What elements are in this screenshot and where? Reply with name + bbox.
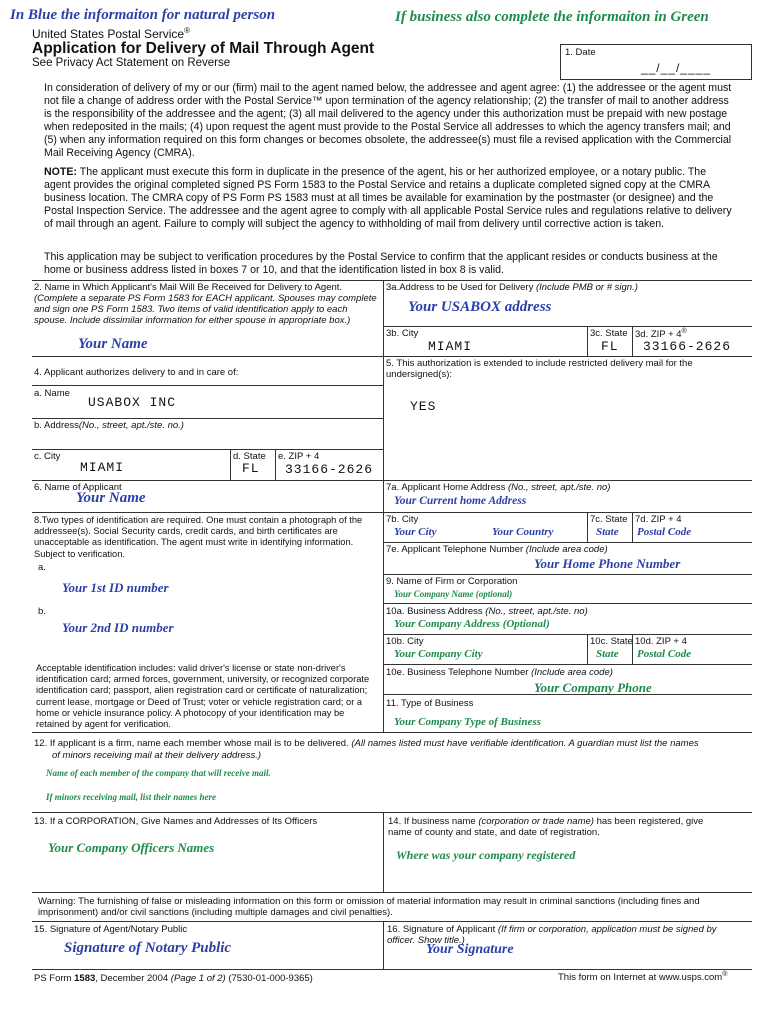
field-2-label: 2. Name in Which Applicant's Mail Will Be Received for Delivery to Agent. (Complete a separate PS Form 1583 for EACH applicant. Spouses may complete and sign one PS Form 1583. Two items of valid identification apply to each spouse. Include dissimilar information for either spouse in appropriate box.) [34,282,377,326]
field-10a-business-address[interactable]: Your Company Address (Optional) [394,618,550,630]
agency-name: United States Postal Service® [32,26,190,41]
field-12-note: of minors receiving mail at their delivery address.) [52,750,262,761]
field-10c-label: 10c. State [590,636,633,647]
field-10b-label: 10b. City [386,636,424,647]
field-7d-label: 7d. ZIP + 4 [635,514,682,525]
grid-line [32,356,752,357]
grid-line [32,449,383,450]
field-8b-id-number[interactable]: Your 2nd ID number [62,620,174,635]
grid-line [32,418,383,419]
field-4c-city[interactable]: MIAMI [80,460,125,475]
field-7d-zip[interactable]: Postal Code [637,526,692,538]
field-7c-state[interactable]: State [596,526,619,538]
field-14-label: 14. If business name (corporation or trade name) has been registered, give name of county and state, and date of registration. [388,816,704,838]
field-2-applicant-name[interactable]: Your Name [78,336,148,352]
field-12-members[interactable]: Name of each member of the company that will receive mail. [46,768,271,778]
field-3a-delivery-address[interactable]: Your USABOX address [408,299,552,315]
field-7b-country[interactable]: Your Country [492,526,554,538]
blue-instruction-note: In Blue the informaiton for natural person [10,7,276,23]
internet-link-text: This form on Internet at www.usps.com® [558,971,728,984]
field-10b-business-city[interactable]: Your Company City [394,648,483,660]
field-3d-label: 3d. ZIP + 4® [635,328,687,341]
field-10e-label: 10e. Business Telephone Number (Include area code) [386,667,613,678]
grid-line [230,449,231,480]
green-instruction-note: If business also complete the informaiton in Green [395,9,709,25]
grid-line [587,634,588,664]
grid-line [383,664,752,665]
field-7e-home-phone[interactable]: Your Home Phone Number [534,556,681,571]
date-field[interactable] [560,44,752,80]
grid-line [32,280,752,281]
grid-line [587,326,588,356]
field-11-label: 11. Type of Business [386,698,474,709]
grid-line [275,449,276,480]
field-10d-label: 10d. ZIP + 4 [635,636,687,647]
field-3c-label: 3c. State [590,328,628,339]
grid-line [383,326,752,327]
field-3b-label: 3b. City [386,328,419,339]
field-4e-zip[interactable]: 33166-2626 [285,462,374,477]
grid-line [383,603,752,604]
field-10e-business-phone[interactable]: Your Company Phone [534,680,652,695]
grid-line [587,512,588,542]
grid-line [383,574,752,575]
field-3b-city[interactable]: MIAMI [428,339,473,354]
field-4e-label: e. ZIP + 4 [278,451,320,462]
field-4a-label: a. Name [34,388,70,399]
field-4d-state[interactable]: FL [242,461,260,476]
field-10c-business-state[interactable]: State [596,648,619,660]
date-value: __/__/____ [640,61,711,75]
field-8-label: 8.Two types of identification are required. One must contain a photograph of the addressee(s). Social Security cards, credit cards, and birth certificates are unacceptable as identification. The agent must write in identifying information. Subject to verification. [34,515,363,559]
grid-line [32,892,752,893]
field-7a-home-address[interactable]: Your Current home Address [394,495,527,507]
field-8b-label: b. [38,606,46,617]
grid-line [32,480,752,481]
grid-line [32,385,383,386]
grid-line [32,969,752,970]
grid-line [32,512,752,513]
field-13-officers[interactable]: Your Company Officers Names [48,840,215,855]
acceptable-id-text: Acceptable identification includes: valid driver's license or state non-driver's identification card; armed forces, government, university, or recognized corporate identification card; passport, alien registration card or certificate of naturalization; current lease, mortgage or Deed of Trust; voter or vehicle registration card; or a home or vehicle insurance policy. A photocopy of your identification may be retained by agent for verification. [36,663,370,730]
grid-line [32,732,752,733]
field-15-label: 15. Signature of Agent/Notary Public [34,924,188,935]
field-3a-label: 3a.Address to be Used for Delivery (Include PMB or # sign.) [386,282,638,293]
field-3d-zip[interactable]: 33166-2626 [643,339,732,354]
field-7b-label: 7b. City [386,514,419,525]
field-4d-label: d. State [233,451,266,462]
field-10a-label: 10a. Business Address (No., street, apt./ste. no) [386,606,588,617]
field-7a-label: 7a. Applicant Home Address (No., street, apt./ste. no) [386,482,611,493]
date-label: 1. Date [565,47,596,58]
field-11-business-type[interactable]: Your Company Type of Business [394,716,541,728]
field-7b-city[interactable]: Your City [394,526,437,538]
verification-paragraph: This application may be subject to verification procedures by the Postal Service to confirm that the applicant resides or conducts business at the home or business address listed in boxes 7 or 10, and that the identification listed in box 8 is valid. [44,251,718,277]
warning-text: Warning: The furnishing of false or misleading information on this form or omission of material information may result in criminal sanctions (including fines and imprisonment) and/or civil sanctions (including multiple damages and civil penalties). [38,896,700,918]
field-4-label: 4. Applicant authorizes delivery to and in care of: [34,367,239,378]
field-13-label: 13. If a CORPORATION, Give Names and Addresses of Its Officers [34,816,318,827]
field-8a-label: a. [38,562,46,573]
grid-line [383,634,752,635]
grid-line [383,921,384,969]
form-title: Application for Delivery of Mail Through Agent [32,40,375,57]
field-6-applicant-name[interactable]: Your Name [76,490,146,506]
grid-line [632,326,633,356]
grid-line [32,921,752,922]
grid-line [32,812,752,813]
field-4c-label: c. City [34,451,61,462]
field-4b-label: b. Address(No., street, apt./ste. no.) [34,420,184,431]
field-16-applicant-signature[interactable]: Your Signature [426,942,514,957]
field-5-label: 5. This authorization is extended to include restricted delivery mail for the undersigned(s): [386,358,693,380]
intro-paragraph: In consideration of delivery of my or our (firm) mail to the agent named below, the addressee and agent agree: (1) the addressee or the agent must not file a change of address order with the Postal Service™ upon termination of the agency relationship; (2) the transfer of mail to another address is the responsibility of the addressee and the agent; (3) all mail delivered to the agency under this authorization must be prepaid with new postage when redeposited in the mails; (4) upon request the agent must provide to the Postal Service all addresses to which the agency transfers mail; and (5) when any information required on this form changes or becomes obsolete, the addressee(s) must file a revised application with the Commercial Mail Receiving Agency (CMRA). [44,82,732,160]
field-10d-business-zip[interactable]: Postal Code [637,648,692,660]
field-12-label: 12. If applicant is a firm, name each member whose mail is to be delivered. (All names listed must have verifiable identification. A guardian must list the names [34,738,699,749]
field-5-restricted-delivery[interactable]: YES [410,399,437,414]
field-7e-label: 7e. Applicant Telephone Number (Include area code) [386,544,608,555]
note-paragraph: NOTE: The applicant must execute this form in duplicate in the presence of the agent, his or her authorized employee, or a notary public. The agent provides the original completed signed PS Form 1583 to the Postal Service and retains a duplicate completed signed copy at the CMRA business location. The CMRA copy of PS Form PS 1583 must at all times be available for examination by the postmaster (or designee) and the Postal Inspection Service. The addressee and the agent agree to comply with all applicable Postal Service rules and regulations relative to delivery of mail through an agent. Failure to comply will subject the agency to withholding of mail from delivery until corrective action is taken. [44,166,732,231]
field-6-label: 6. Name of Applicant [34,482,122,493]
form-subtitle: See Privacy Act Statement on Reverse [32,57,231,69]
field-8a-id-number[interactable]: Your 1st ID number [62,580,169,595]
grid-line [632,512,633,542]
field-14-registration[interactable]: Where was your company registered [396,848,576,862]
field-15-notary-signature[interactable]: Signature of Notary Public [64,940,232,956]
field-9-label: 9. Name of Firm or Corporation [386,576,518,587]
field-3c-state[interactable]: FL [601,339,619,354]
field-12-minors[interactable]: If minors receiving mail, list their names here [46,792,217,802]
field-4a-agent-name[interactable]: USABOX INC [88,395,177,410]
grid-line [383,812,384,892]
form-footer-id: PS Form 1583, December 2004 (Page 1 of 2) (7530-01-000-9365) [34,973,313,984]
grid-line [383,542,752,543]
field-7c-label: 7c. State [590,514,628,525]
field-16-label: 16. Signature of Applicant (If firm or corporation, application must be signed by officer. Show title.) [387,924,717,946]
field-9-company-name[interactable]: Your Company Name (optional) [394,589,513,599]
